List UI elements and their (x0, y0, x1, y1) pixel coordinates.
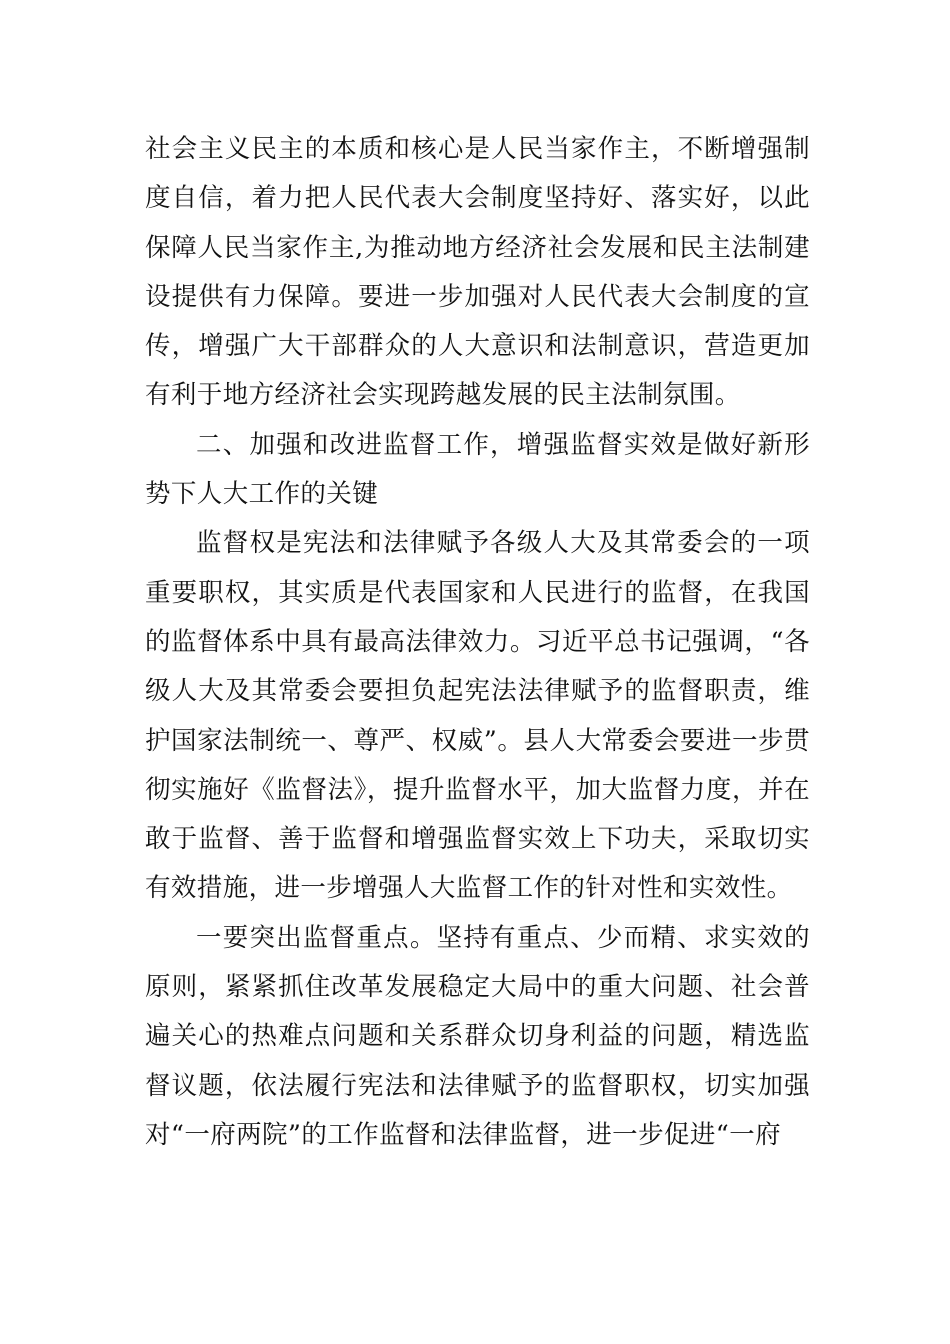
paragraph-supervision-focus: 一要突出监督重点。坚持有重点、少而精、求实效的原则，紧紧抓住改革发展稳定大局中的重大问题、社会普遍关心的热难点问题和关系群众切身利益的问题，精选监督议题，依法履行宪法和法律赋予的监督职权，切实加强对“一府两院”的工作监督和法律监督，进一步促进“一府 (145, 922, 810, 1150)
paragraph-continuation: 社会主义民主的本质和核心是人民当家作主，不断增强制度自信，着力把人民代表大会制度坚持好、落实好，以此保障人民当家作主,为推动地方经济社会发展和民主法制建设提供有力保障。要进一步加强对人民代表大会制度的宣传，增强广大干部群众的人大意识和法制意识，营造更加有利于地方经济社会实现跨越发展的民主法制氛围。 (145, 134, 810, 411)
paragraph-supervision-power: 监督权是宪法和法律赋予各级人大及其常委会的一项重要职权，其实质是代表国家和人民进行的监督，在我国的监督体系中具有最高法律效力。习近平总书记强调，“各级人大及其常委会要担负起宪法法律赋予的监督职责，维护国家法制统一、尊严、权威”。县人大常委会要进一步贯彻实施好《监督法》，提升监督水平，加大监督力度，并在敢于监督、善于监督和增强监督实效上下功夫，采取切实有效措施，进一步增强人大监督工作的针对性和实效性。 (145, 528, 810, 904)
document-body (145, 125, 810, 1160)
section-heading: 二、加强和改进监督工作，增强监督实效是做好新形势下人大工作的关键 (145, 429, 810, 510)
